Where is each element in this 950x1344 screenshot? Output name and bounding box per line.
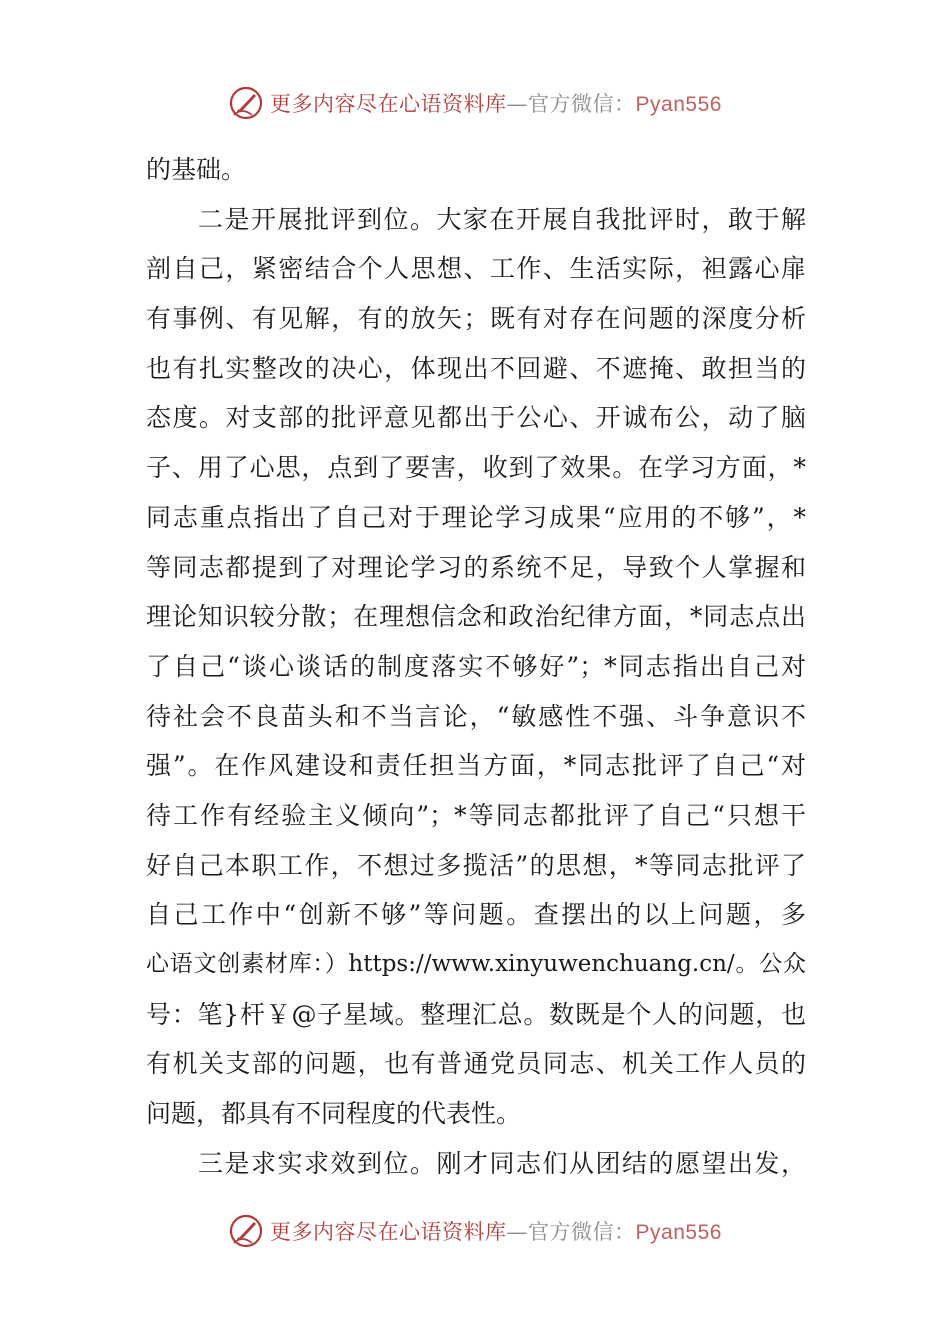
body-line: 自己工作中“创新不够”等问题。查摆出的以上问题，多: [146, 900, 806, 930]
body-line: 三是求实求效到位。刚才同志们从团结的愿望出发，: [198, 1148, 806, 1178]
body-line: 好自己本职工作，不想过多揽活”的思想，*等同志批评了: [146, 850, 806, 880]
body-line: 同志重点指出了自己对于理论学习成果“应用的不够”，*: [146, 502, 806, 532]
footer-banner: [0, 1208, 950, 1254]
footer-wechat-label: 官方微信：: [528, 1220, 636, 1244]
header-banner: [0, 80, 950, 126]
body-line: 待社会不良苗头和不当言论，“敏感性不强、斗争意识不: [146, 701, 806, 731]
body-line: 有机关支部的问题，也有普通党员同志、机关工作人员的: [146, 1049, 806, 1079]
body-line: 强”。在作风建设和责任担当方面，*同志批评了自己“对: [146, 751, 806, 781]
header-separator: —: [506, 92, 529, 116]
body-line: 子、用了心思，点到了要害，收到了效果。在学习方面，*: [146, 453, 806, 483]
header-banner-text: [270, 88, 722, 118]
body-line: 理论知识较分散；在理想信念和政治纪律方面，*同志点出: [146, 602, 806, 632]
body-line: 有事例、有见解，有的放矢；既有对存在问题的深度分析: [146, 304, 806, 334]
body-line: 问题，都具有不同程度的代表性。: [146, 1099, 522, 1129]
body-line: 也有扎实整改的决心，体现出不回避、不遮掩、敢担当的: [146, 353, 806, 383]
header-wechat-id: Pyan556: [635, 93, 722, 116]
header-brand: 更多内容尽在心语资料库: [270, 92, 507, 116]
footer-wechat-id: Pyan556: [635, 1221, 722, 1244]
body-line: 待工作有经验主义倾向”；*等同志都批评了自己“只想干: [146, 800, 806, 830]
quill-logo-icon: [228, 85, 264, 121]
body-line: 号：笔}杆￥@子星域。整理汇总。数既是个人的问题，也: [146, 999, 806, 1029]
body-line: 了自己“谈心谈话的制度落实不够好”；*同志指出自己对: [146, 651, 806, 681]
body-line: 的基础。: [146, 155, 247, 184]
body-line: 剖自己，紧密结合个人思想、工作、生活实际，袒露心扉: [146, 254, 806, 284]
body-line: 等同志都提到了对理论学习的系统不足，导致个人掌握和: [146, 552, 806, 582]
document-body: [146, 145, 806, 1188]
body-line: 心语文创素材库：）https://www.xinyuwenchuang.cn/。公众: [146, 951, 806, 977]
quill-logo-icon: [228, 1213, 264, 1249]
body-line: 态度。对支部的批评意见都出于公心、开诚布公，动了脑: [146, 403, 806, 433]
footer-separator: —: [506, 1220, 529, 1244]
footer-brand: 更多内容尽在心语资料库: [270, 1220, 507, 1244]
header-wechat-label: 官方微信：: [528, 92, 636, 116]
footer-banner-text: [270, 1216, 722, 1246]
body-line: 二是开展批评到位。大家在开展自我批评时，敢于解: [198, 204, 806, 234]
